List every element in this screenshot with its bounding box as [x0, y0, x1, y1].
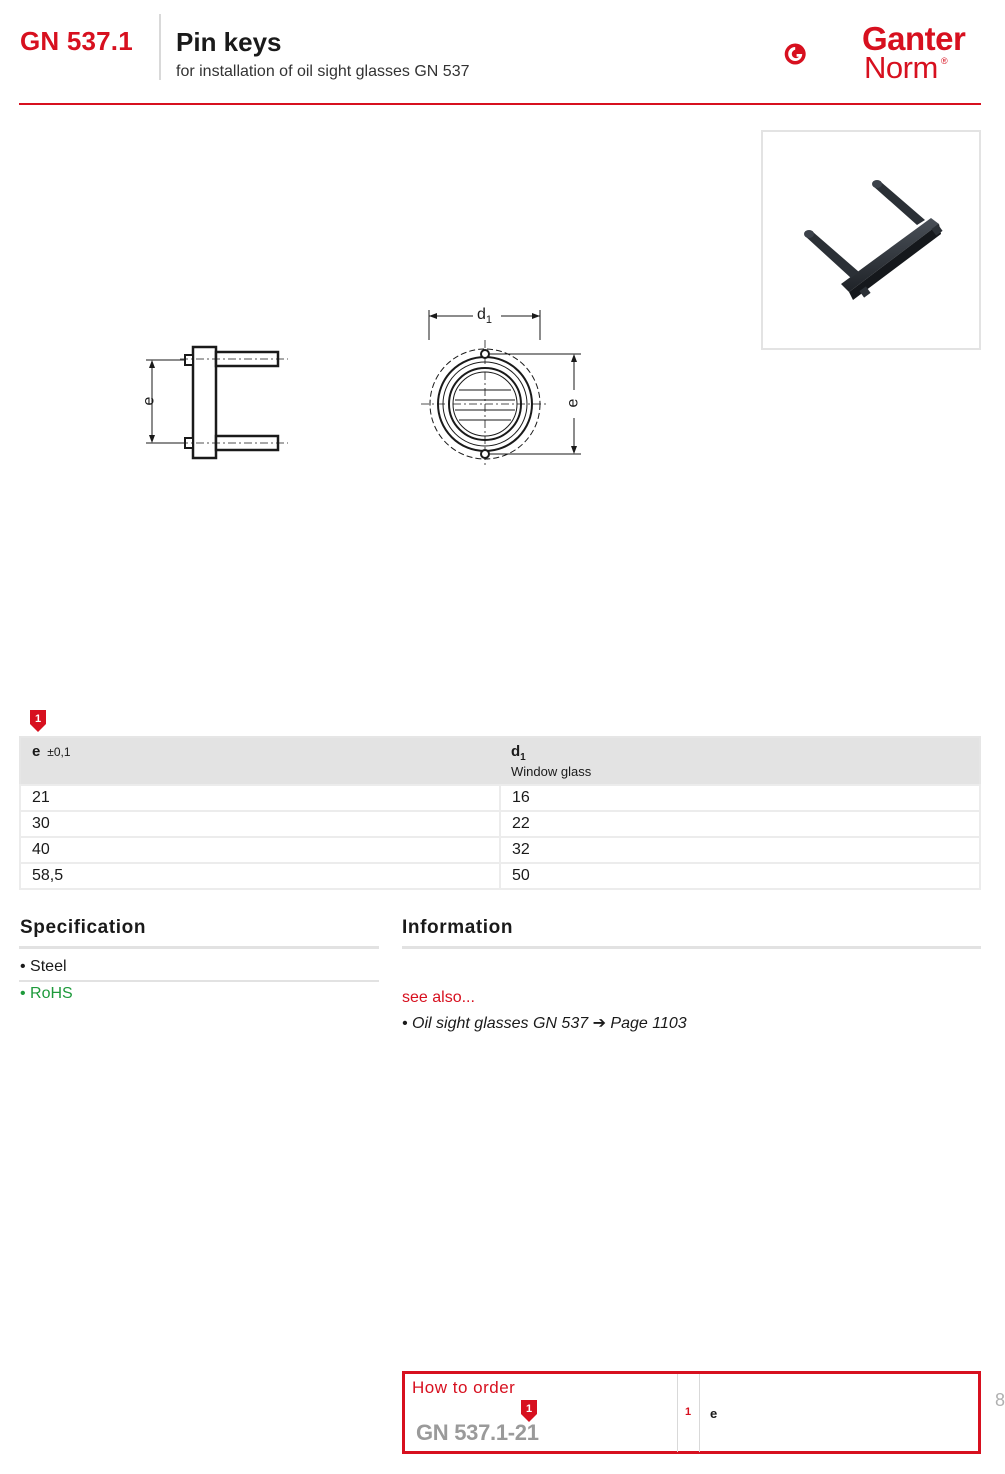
table-cell-d1: 32	[500, 837, 980, 863]
table-cell-e: 58,5	[20, 863, 500, 889]
logo-text-ganter: Ganter	[862, 20, 966, 57]
specification-title: Specification	[20, 917, 147, 938]
see-also-label: see also...	[402, 989, 475, 1006]
logo-text-norm: Norm	[864, 50, 938, 85]
order-separator	[699, 1374, 700, 1452]
header-d1-subscript: 1	[520, 751, 526, 763]
order-key-label: e	[710, 1406, 718, 1421]
document-code: GN 537.1	[20, 26, 133, 56]
header-divider	[159, 14, 161, 80]
table-cell-e: 30	[20, 811, 500, 837]
specification-item-rule	[19, 980, 379, 982]
header-rule	[19, 103, 981, 105]
side-dim-label: e	[140, 396, 158, 406]
header-e	[20, 737, 500, 785]
order-marker-number: 1	[525, 1403, 533, 1415]
table-cell-d1: 50	[500, 863, 980, 889]
header-e-tolerance: ±0,1	[47, 745, 71, 759]
front-view-drawing	[415, 300, 595, 470]
page-title: Pin keys	[176, 27, 282, 57]
header-e-symbol: e	[32, 743, 41, 760]
front-dim-top-label	[477, 306, 492, 326]
page-subtitle: for installation of oil sight glasses GN 537	[176, 63, 470, 80]
how-to-order-title: How to order	[412, 1378, 516, 1397]
specification-rule	[19, 946, 379, 949]
front-dim-side-label: e	[564, 398, 582, 408]
front-dim-top-subscript: 1	[485, 314, 493, 327]
table-row	[20, 785, 980, 811]
table-header-row	[20, 737, 980, 785]
information-title: Information	[402, 917, 514, 938]
header-d1-symbol: d	[511, 743, 521, 760]
table-cell-d1: 22	[500, 811, 980, 837]
ganter-norm-logo-icon	[784, 22, 854, 86]
logo-registered-mark: ®	[941, 56, 948, 66]
table-row	[20, 811, 980, 837]
spec-item-rohs: • RoHS	[20, 985, 73, 1002]
information-rule	[402, 946, 981, 949]
table-marker-number: 1	[34, 713, 42, 725]
table-row	[20, 837, 980, 863]
page-edge-number: 8	[995, 1390, 1005, 1410]
order-code: GN 537.1-21	[416, 1420, 539, 1445]
header-d1	[500, 737, 980, 785]
order-marker-icon	[521, 1400, 537, 1422]
side-view-drawing	[140, 335, 290, 465]
header-d1-description: Window glass	[511, 763, 592, 779]
front-dim-top-symbol: d	[477, 306, 486, 323]
order-separator	[677, 1374, 678, 1452]
see-also-link[interactable]: • Oil sight glasses GN 537 ➔ Page 1103	[402, 1015, 687, 1032]
spec-item-steel: • Steel	[20, 958, 67, 975]
pin-key-photo-icon	[763, 132, 979, 348]
product-photo	[761, 130, 981, 350]
table-cell-e: 40	[20, 837, 500, 863]
table-cell-e: 21	[20, 785, 500, 811]
table-cell-d1: 16	[500, 785, 980, 811]
order-key-number: 1	[685, 1406, 692, 1418]
table-marker-icon	[30, 710, 46, 732]
dimensions-table	[19, 736, 981, 890]
table-row	[20, 863, 980, 889]
